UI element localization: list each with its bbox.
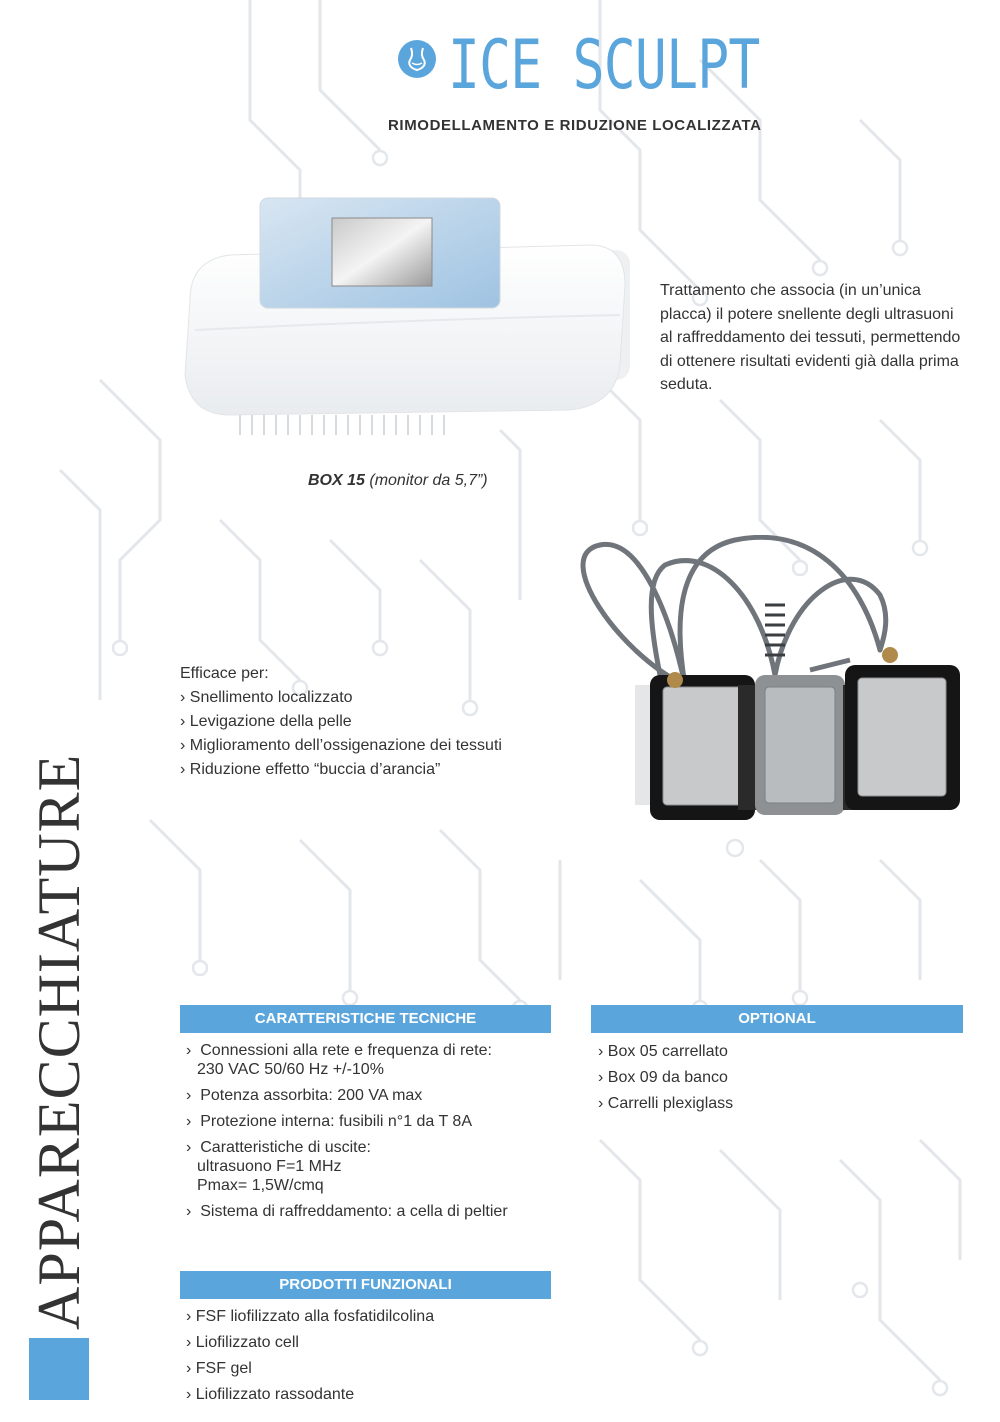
tech-item-text: Sistema di raffreddamento: a cella di peltier: [200, 1203, 508, 1220]
list-item: [186, 1202, 556, 1221]
list-item: › FSF liofilizzato alla fosfatidilcolina: [186, 1304, 434, 1330]
tech-item-detail: Pmax= 1,5W/cmq: [197, 1177, 324, 1194]
list-item: › Riduzione effetto “buccia d’arancia”: [180, 758, 502, 782]
list-item: [186, 1086, 556, 1105]
optional-section-header: OPTIONAL: [591, 1005, 963, 1033]
tech-item-detail: 230 VAC 50/60 Hz +/-10%: [197, 1061, 384, 1078]
products-section-header: PRODOTTI FUNZIONALI: [180, 1271, 551, 1299]
body-silhouette-icon: [398, 40, 436, 78]
tech-item-detail: ultrasuono F=1 MHz: [197, 1158, 342, 1175]
tech-item-text: Connessioni alla rete e frequenza di rete:: [200, 1042, 492, 1059]
list-item: › Liofilizzato cell: [186, 1330, 434, 1356]
list-item: › FSF gel: [186, 1356, 434, 1382]
tech-section-header: CARATTERISTICHE TECNICHE: [180, 1005, 551, 1033]
device-caption-detail: (monitor da 5,7”): [364, 472, 488, 489]
list-item: › Liofilizzato rassodante: [186, 1382, 434, 1408]
efficace-section: [180, 662, 502, 782]
tech-item-text: Potenza assorbita: 200 VA max: [200, 1087, 423, 1104]
list-item: › Miglioramento dell’ossigenazione dei tessuti: [180, 734, 502, 758]
efficace-heading: Efficace per:: [180, 665, 269, 682]
products-list: [186, 1304, 434, 1408]
list-item: › Levigazione della pelle: [180, 710, 502, 734]
list-item: › Carrelli plexiglass: [598, 1091, 733, 1117]
applicator-plates-image: [560, 535, 980, 845]
list-item: [186, 1041, 556, 1079]
side-category-label: APPARECCHIATURE: [26, 753, 92, 1330]
optional-list: [598, 1039, 733, 1117]
list-item: [186, 1138, 556, 1195]
device-caption: [308, 472, 488, 490]
tech-item-text: Protezione interna: fusibili n°1 da T 8A: [200, 1113, 472, 1130]
intro-paragraph: Trattamento che associa (in un’unica placca) il potere snellente degli ultrasuoni al raffreddamento dei tessuti, permettendo di ottenere risultati evidenti già dalla prima seduta.: [660, 282, 961, 393]
box-15-device-image: [170, 190, 640, 460]
page-subtitle: RIMODELLAMENTO E RIDUZIONE LOCALIZZATA: [388, 117, 762, 134]
tech-list: [186, 1041, 556, 1228]
list-item: › Box 09 da banco: [598, 1065, 733, 1091]
side-accent-block: [29, 1338, 89, 1400]
list-item: › Snellimento localizzato: [180, 686, 502, 710]
list-item: [186, 1112, 556, 1131]
device-caption-model: BOX 15: [308, 472, 365, 489]
page-title: ICE SCULPT: [448, 26, 760, 105]
tech-item-text: Caratteristiche di uscite:: [200, 1139, 371, 1156]
list-item: › Box 05 carrellato: [598, 1039, 733, 1065]
efficace-list: [180, 686, 502, 782]
